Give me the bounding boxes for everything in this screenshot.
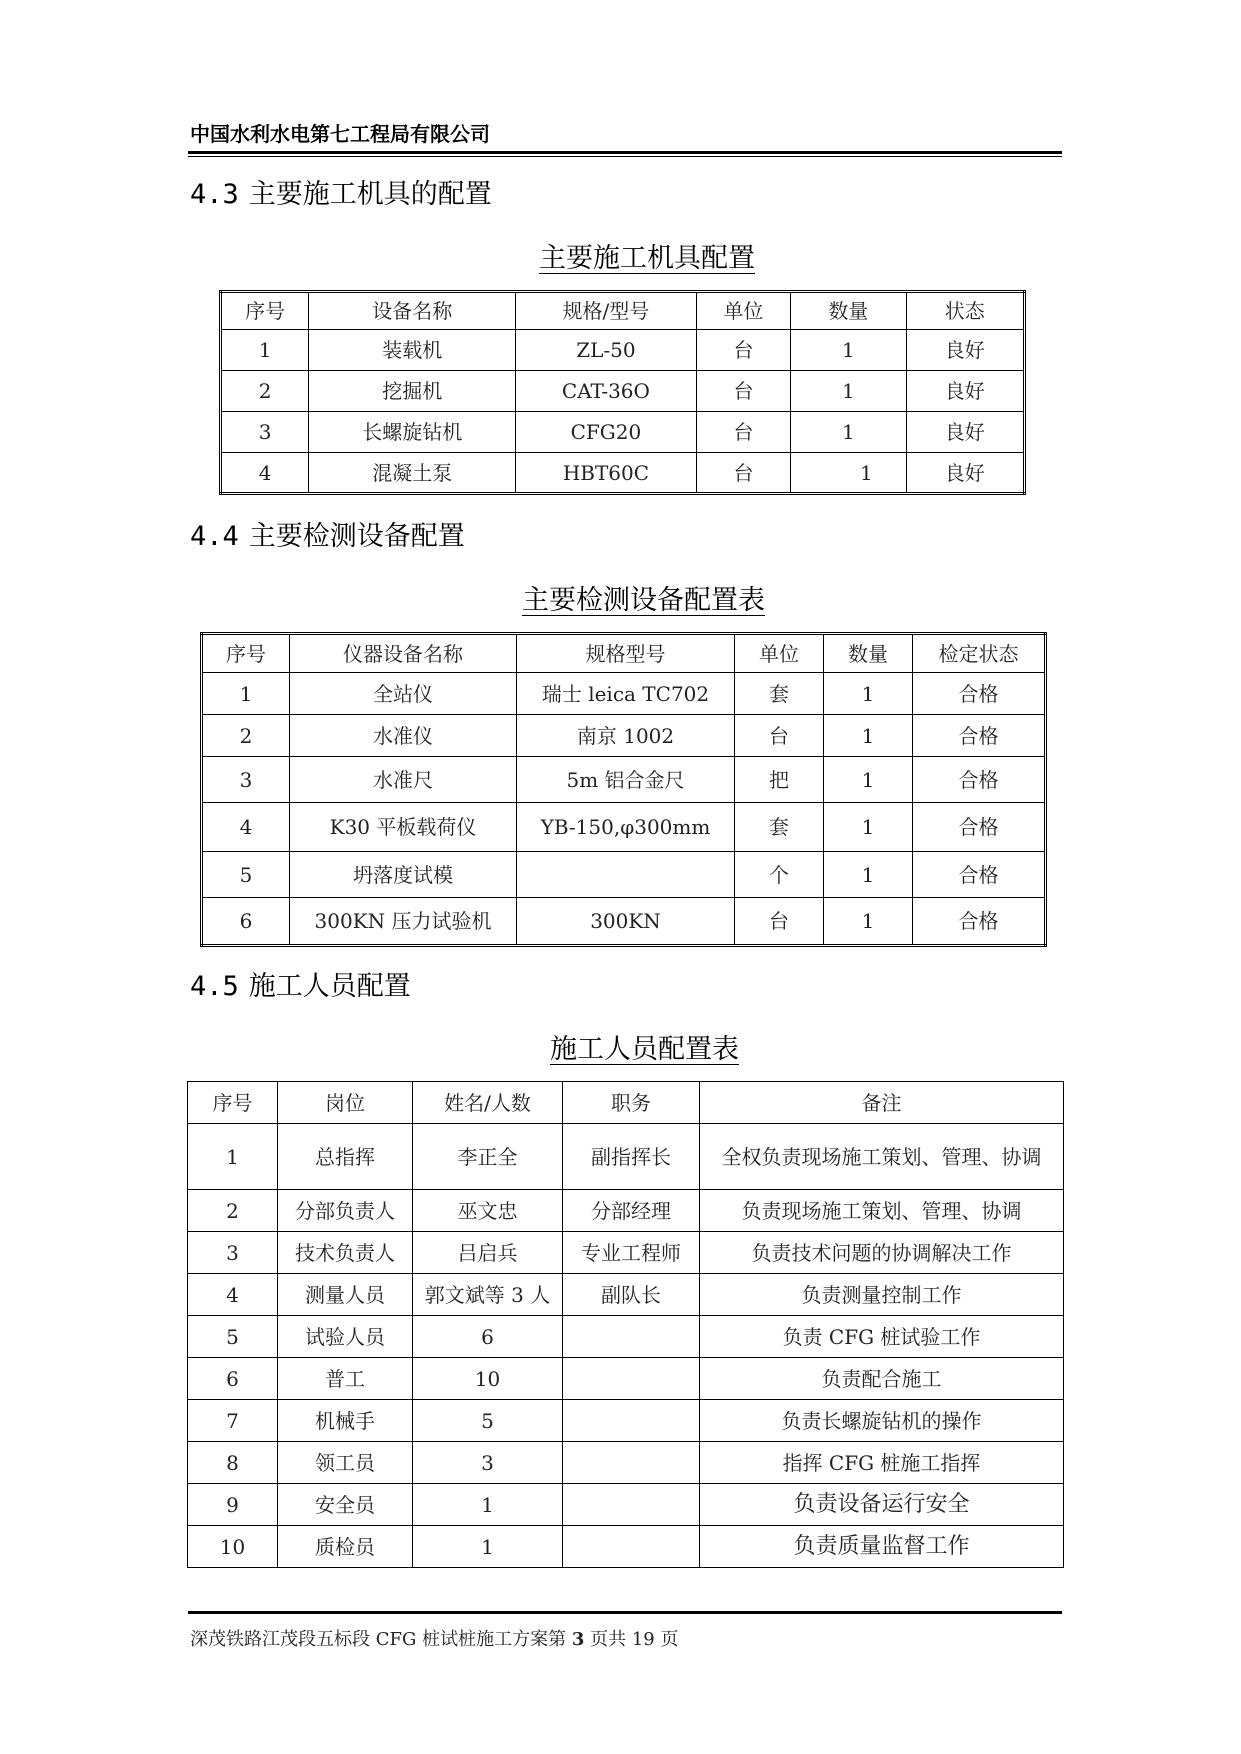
table-row	[202, 898, 1046, 946]
table-cell: 负责设备运行安全	[700, 1484, 1064, 1526]
column-header: 职务	[563, 1082, 700, 1124]
table-cell: 把	[735, 757, 824, 803]
table-cell: 10	[413, 1358, 563, 1400]
column-header: 检定状态	[913, 634, 1046, 673]
column-header: 序号	[188, 1082, 278, 1124]
table-cell: 良好	[906, 330, 1024, 371]
column-header: 规格/型号	[516, 292, 697, 330]
table-cell: 1	[824, 852, 913, 898]
section-title: 主要检测设备配置	[248, 521, 465, 552]
column-header: 仪器设备名称	[290, 634, 517, 673]
table-cell: 套	[735, 673, 824, 715]
table-cell: K30 平板载荷仪	[290, 803, 517, 852]
table-cell: 坍落度试模	[290, 852, 517, 898]
table-cell: 副队长	[563, 1274, 700, 1316]
table-cell: 4	[202, 803, 290, 852]
footer-text-middle: 页共	[590, 1629, 627, 1650]
table-cell: 瑞士 leica TC702	[517, 673, 735, 715]
machinery-table-caption: 主要施工机具配置	[539, 243, 755, 274]
table-cell: 1	[188, 1124, 278, 1190]
table-cell: 领工员	[278, 1442, 413, 1484]
table-cell: 1	[791, 412, 906, 453]
table-cell: 台	[696, 371, 790, 412]
table-header-row	[202, 634, 1046, 673]
table-cell: 1	[791, 330, 906, 371]
table-cell: 5m 铝合金尺	[517, 757, 735, 803]
table-cell: 技术负责人	[278, 1232, 413, 1274]
table-cell: 挖掘机	[309, 371, 516, 412]
table-cell: 负责技术问题的协调解决工作	[700, 1232, 1064, 1274]
table-row	[188, 1274, 1064, 1316]
footer-doc-title: 深茂铁路江茂段五标段 CFG 桩试桩施工方案第	[190, 1629, 567, 1650]
table-row	[188, 1124, 1064, 1190]
table-row	[202, 673, 1046, 715]
table-cell: 巫文忠	[413, 1190, 563, 1232]
table-cell: 5	[413, 1400, 563, 1442]
table-row	[221, 330, 1025, 371]
personnel-table-caption: 施工人员配置表	[550, 1034, 739, 1065]
column-header: 单位	[735, 634, 824, 673]
table-cell: 台	[696, 453, 790, 494]
table-cell: 1	[413, 1526, 563, 1568]
table-cell: 水准仪	[290, 715, 517, 757]
table-row	[188, 1484, 1064, 1526]
table-cell: 台	[735, 715, 824, 757]
table-cell: 个	[735, 852, 824, 898]
table-cell: ZL-50	[516, 330, 697, 371]
table-cell: 1	[824, 673, 913, 715]
column-header: 数量	[824, 634, 913, 673]
table-cell: 专业工程师	[563, 1232, 700, 1274]
total-pages: 19	[631, 1629, 655, 1650]
table-cell: 负责配合施工	[700, 1358, 1064, 1400]
table-cell: 长螺旋钻机	[309, 412, 516, 453]
table-cell: 1	[824, 803, 913, 852]
table-cell: 良好	[906, 412, 1024, 453]
company-header: 中国水利水电第七工程局有限公司	[190, 122, 490, 146]
column-header: 姓名/人数	[413, 1082, 563, 1124]
table-cell: 负责长螺旋钻机的操作	[700, 1400, 1064, 1442]
table-row	[221, 412, 1025, 453]
column-header: 岗位	[278, 1082, 413, 1124]
table-cell	[563, 1400, 700, 1442]
page-number: 3	[571, 1629, 585, 1650]
table-cell: 6	[202, 898, 290, 946]
section-number: 4.5	[190, 971, 239, 1002]
table-cell: 合格	[913, 715, 1046, 757]
column-header: 设备名称	[309, 292, 516, 330]
column-header: 规格型号	[517, 634, 735, 673]
footer-rule	[188, 1611, 1062, 1614]
table-cell: 1	[824, 898, 913, 946]
table-cell: 合格	[913, 852, 1046, 898]
table-row	[188, 1316, 1064, 1358]
table-cell: 指挥 CFG 桩施工指挥	[700, 1442, 1064, 1484]
header-rule-thin	[188, 156, 1062, 157]
table-cell: 负责 CFG 桩试验工作	[700, 1316, 1064, 1358]
table-cell: CFG20	[516, 412, 697, 453]
table-row	[202, 757, 1046, 803]
table-cell: 良好	[906, 371, 1024, 412]
table-row	[188, 1526, 1064, 1568]
table-cell: 装载机	[309, 330, 516, 371]
table-cell: 吕启兵	[413, 1232, 563, 1274]
table-cell: 1	[791, 453, 906, 494]
section-4-4-heading	[190, 514, 465, 553]
table-cell	[563, 1484, 700, 1526]
page-footer	[190, 1625, 678, 1651]
table-cell: 分部负责人	[278, 1190, 413, 1232]
table-cell: 测量人员	[278, 1274, 413, 1316]
table-row	[221, 371, 1025, 412]
section-4-3-heading	[190, 172, 492, 211]
table-cell: 机械手	[278, 1400, 413, 1442]
column-header: 备注	[700, 1082, 1064, 1124]
column-header: 序号	[202, 634, 290, 673]
section-number: 4.4	[190, 521, 239, 552]
table-cell: 南京 1002	[517, 715, 735, 757]
table-cell: 试验人员	[278, 1316, 413, 1358]
table-cell: CAT-36O	[516, 371, 697, 412]
table-cell: 4	[221, 453, 309, 494]
table-row	[202, 852, 1046, 898]
table-header-row	[188, 1082, 1064, 1124]
table-cell: 3	[413, 1442, 563, 1484]
table-header-row	[221, 292, 1025, 330]
table-cell: 水准尺	[290, 757, 517, 803]
table-cell: 台	[696, 330, 790, 371]
table-cell: 1	[791, 371, 906, 412]
personnel-table	[187, 1081, 1064, 1568]
table-cell: 李正全	[413, 1124, 563, 1190]
column-header: 序号	[221, 292, 309, 330]
table-cell: 副指挥长	[563, 1124, 700, 1190]
table-cell: 3	[202, 757, 290, 803]
table-cell: 1	[221, 330, 309, 371]
table-cell: 300KN 压力试验机	[290, 898, 517, 946]
section-title: 主要施工机具的配置	[248, 179, 492, 210]
table-cell: 合格	[913, 757, 1046, 803]
table-cell: 良好	[906, 453, 1024, 494]
column-header: 单位	[696, 292, 790, 330]
table-cell: 合格	[913, 673, 1046, 715]
table-cell: 台	[735, 898, 824, 946]
table-cell: 2	[188, 1190, 278, 1232]
table-cell: 8	[188, 1442, 278, 1484]
table-cell: 1	[202, 673, 290, 715]
table-cell: 1	[824, 757, 913, 803]
table-cell: 6	[413, 1316, 563, 1358]
table-cell: 分部经理	[563, 1190, 700, 1232]
column-header: 状态	[906, 292, 1024, 330]
table-cell	[563, 1358, 700, 1400]
table-cell: HBT60C	[516, 453, 697, 494]
table-row	[188, 1358, 1064, 1400]
table-cell: 3	[221, 412, 309, 453]
table-cell: YB-150,φ300mm	[517, 803, 735, 852]
table-cell: 合格	[913, 803, 1046, 852]
table-cell	[563, 1442, 700, 1484]
table-cell	[563, 1526, 700, 1568]
footer-text-after: 页	[660, 1629, 679, 1650]
header-rule	[188, 151, 1062, 154]
table-cell	[563, 1316, 700, 1358]
table-cell: 3	[188, 1232, 278, 1274]
table-cell: 负责测量控制工作	[700, 1274, 1064, 1316]
table-row	[188, 1442, 1064, 1484]
table-cell: 7	[188, 1400, 278, 1442]
table-cell: 1	[413, 1484, 563, 1526]
table-row	[188, 1190, 1064, 1232]
table-cell: 郭文斌等 3 人	[413, 1274, 563, 1316]
table-row	[202, 715, 1046, 757]
inspection-equipment-table	[200, 632, 1047, 947]
machinery-table	[219, 290, 1026, 495]
table-cell: 质检员	[278, 1526, 413, 1568]
table-cell: 套	[735, 803, 824, 852]
table-cell: 全站仪	[290, 673, 517, 715]
table-cell: 合格	[913, 898, 1046, 946]
section-number: 4.3	[190, 179, 239, 210]
table-cell: 台	[696, 412, 790, 453]
column-header: 数量	[791, 292, 906, 330]
table-row	[188, 1400, 1064, 1442]
table-cell: 2	[221, 371, 309, 412]
section-4-5-heading	[190, 964, 411, 1003]
table-cell: 普工	[278, 1358, 413, 1400]
table-cell: 负责质量监督工作	[700, 1526, 1064, 1568]
table-cell: 全权负责现场施工策划、管理、协调	[700, 1124, 1064, 1190]
table-cell: 5	[188, 1316, 278, 1358]
table-cell: 负责现场施工策划、管理、协调	[700, 1190, 1064, 1232]
table-cell: 安全员	[278, 1484, 413, 1526]
table-cell: 总指挥	[278, 1124, 413, 1190]
section-title: 施工人员配置	[248, 971, 411, 1002]
table-row	[221, 453, 1025, 494]
table-row	[202, 803, 1046, 852]
table-cell: 1	[824, 715, 913, 757]
table-cell: 4	[188, 1274, 278, 1316]
table-cell: 10	[188, 1526, 278, 1568]
table-row	[188, 1232, 1064, 1274]
table-cell: 300KN	[517, 898, 735, 946]
inspection-table-caption: 主要检测设备配置表	[522, 585, 765, 616]
table-cell	[517, 852, 735, 898]
table-cell: 5	[202, 852, 290, 898]
table-cell: 6	[188, 1358, 278, 1400]
table-cell: 2	[202, 715, 290, 757]
table-cell: 9	[188, 1484, 278, 1526]
table-cell: 混凝土泵	[309, 453, 516, 494]
